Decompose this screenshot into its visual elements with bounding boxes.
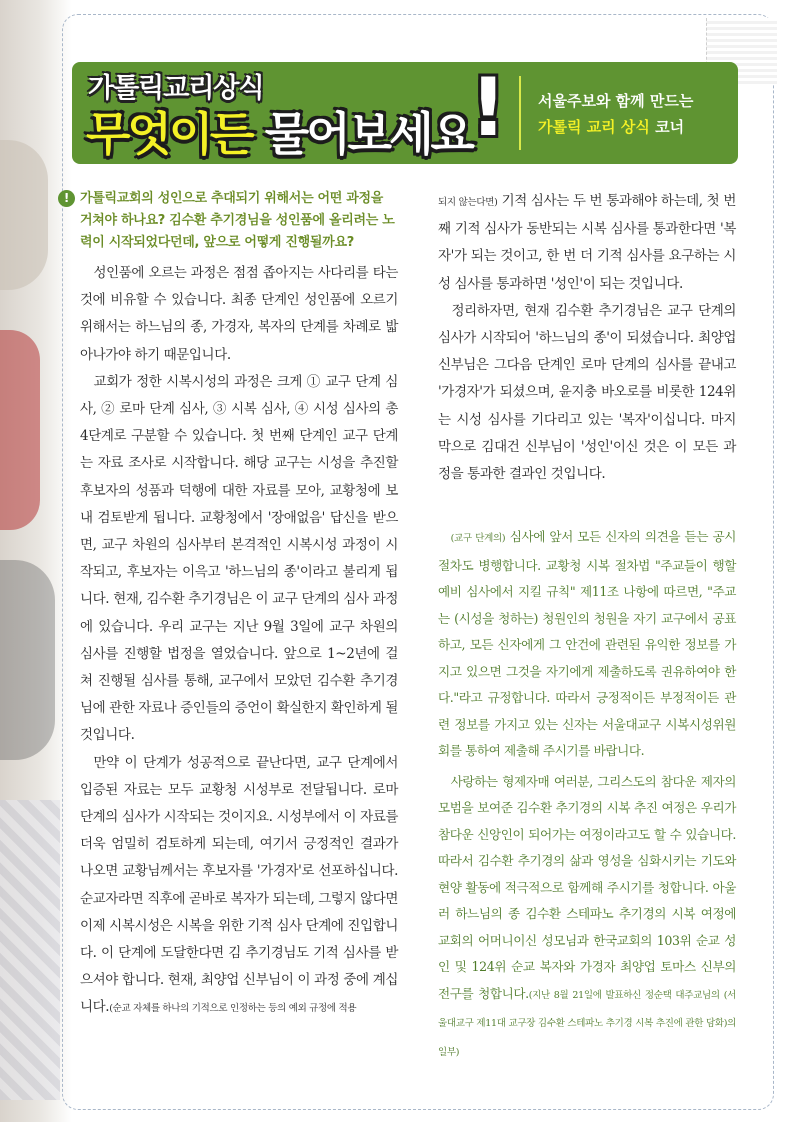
exclamation-mark: ! bbox=[470, 62, 507, 154]
question-block bbox=[63, 188, 398, 254]
banner-title-highlight: 무엇이든 bbox=[86, 107, 252, 161]
banner-divider bbox=[519, 76, 521, 150]
right-column bbox=[438, 188, 736, 1066]
footnote-continued: 되지 않는다면) bbox=[438, 197, 498, 208]
photo-shape bbox=[0, 800, 60, 1100]
question-text: 가톨릭교회의 성인으로 추대되기 위해서는 어떤 과정을 거쳐야 하나요? 김수환 추기경님을 성인품에 올리려는 노력이 시작되었다던데, 앞으로 어떻게 진행될까요? bbox=[80, 191, 395, 250]
paragraph-text: 만약 이 단계가 성공적으로 끝난다면, 교구 단계에서 입증된 자료는 모두 교황청 시성부로 전달됩니다. 로마 단계의 심사가 시작되는 것이지요. 시성부에서 이 자료를 더욱 엄밀히 검토하게 되는데, 여기서 긍정적인 결과가 나오면 교황님께서는 후보자를 '가경자'로 선포하십니다. 순교자라면 직후에 곧바로 복자가 되는데, 그렇지 않다면 이제 시복시성은 시복을 위한 기적 심사 단계에 진입합니다. 이 단계에 도달한다면 김 추기경님도 기적 심사를 받으셔야 합니다. 현재, 최양업 신부님이 이 과정 중에 계십니다. bbox=[80, 754, 398, 1016]
banner-title-rest: 물어보세요 bbox=[264, 107, 472, 161]
banner-right-highlight: 가톨릭 교리 상식 bbox=[538, 118, 650, 136]
left-column bbox=[63, 188, 398, 1023]
announcement-block bbox=[438, 524, 736, 1066]
paragraph-text: 사랑하는 형제자매 여러분, 그리스도의 참다운 제자의 모범을 보여준 김수환 추기경의 시복 추진 여정은 우리가 참다운 신앙인이 되어가는 여정이라고도 할 수 있습니다. 따라서 김수환 추기경의 삶과 영성을 심화시키는 기도와 현양 활동에 적극적으로 함께해 주시기를 청합니다. 아울러 하느님의 종 김수환 스테파노 추기경의 시복 여정에 교회의 어머니이신 성모님과 한국교회의 103위 순교 성인 및 124위 순교 복자와 가경자 최양업 토마스 신부의 전구를 청합니다. bbox=[438, 773, 736, 1001]
paragraph-text: 심사에 앞서 모든 신자의 의견을 듣는 공시 절차도 병행합니다. 교황청 시복 절차법 "주교들이 행할 예비 심사에서 지킬 규칙" 제11조 나항에 따르면, "주교는 (시성을 청하는) 청원인의 청원을 자기 교구에서 공표하고, 모든 신자에게 그 안건에 관련된 유익한 정보를 가지고 있으면 그것을 자기에게 제출하도록 권유하여야 한다."라고 규정합니다. 따라서 긍정적이든 부정적이든 관련 정보를 가지고 있는 신자는 서울대교구 시복시성위원회를 통하여 제출해 주시기를 바랍니다. bbox=[438, 529, 736, 759]
banner-title bbox=[86, 98, 472, 164]
photo-shape bbox=[0, 140, 48, 290]
announcement-prefix: (교구 단계의) bbox=[450, 533, 506, 545]
paragraph-text: 기적 심사는 두 번 통과해야 하는데, 첫 번째 기적 심사가 동반되는 시복 심사를 통과한다면 '복자'가 되는 것이고, 한 번 더 기적 심사를 요구하는 시성 심사를 통과하면 '성인'이 되는 것입니다. bbox=[438, 193, 737, 292]
body-paragraph: 정리하자면, 현재 김수환 추기경님은 교구 단계의 심사가 시작되어 '하느님의 종'이 되셨습니다. 최양업 신부님은 그다음 단계인 로마 단계의 심사를 끝내고 '가경자'가 되셨으며, 윤지충 바오로를 비롯한 124위는 시성 심사를 기다리고 있는 '복자'이십니다. 마지막으로 김대건 신부님이 '성인'이신 것은 이 모든 과정을 통과한 결과인 것입니다. bbox=[438, 302, 736, 483]
body-paragraph: 성인품에 오르는 과정은 점점 좁아지는 사다리를 타는 것에 비유할 수 있습니다. 최종 단계인 성인품에 오르기 위해서는 하느님의 종, 가경자, 복자의 단계를 차례로 밟아나가야 하기 때문입니다. bbox=[80, 265, 398, 363]
announcement-source: (지난 8월 21일에 발표하신 정순택 대주교님의 (서울대교구 제11대 교구장 김수환 스테파노 추기경 시복 추진에 관한 담화)의 일부) bbox=[438, 989, 736, 1058]
footnote: (순교 자체를 하나의 기적으로 인정하는 등의 예외 규정에 적용 bbox=[109, 1003, 357, 1015]
photo-shape bbox=[0, 560, 55, 760]
body-paragraph bbox=[80, 750, 398, 1023]
photo-shape bbox=[0, 330, 40, 530]
exclamation-circle-icon: ! bbox=[58, 190, 75, 207]
header-banner bbox=[72, 62, 738, 164]
banner-right-line2 bbox=[538, 116, 684, 137]
banner-right-line1: 서울주보와 함께 만드는 bbox=[538, 92, 694, 110]
announcement-paragraph bbox=[438, 524, 736, 765]
banner-subtitle: 가톨릭교리상식 bbox=[88, 73, 264, 104]
announcement-paragraph bbox=[438, 769, 736, 1067]
body-paragraph: 교회가 정한 시복시성의 과정은 크게 ① 교구 단계 심사, ② 로마 단계 심사, ③ 시복 심사, ④ 시성 심사의 총 4단계로 구분할 수 있습니다. 첫 번째 단계인 교구 단계는 자료 조사로 시작합니다. 해당 교구는 시성을 추진할 후보자의 성품과 덕행에 대한 자료를 모아, 교황청에 보내 검토받게 됩니다. 교황청에서 '장애없음' 답신을 받으면, 교구 차원의 심사부터 본격적인 시복시성 과정이 시작되고, 후보자는 이윽고 '하느님의 종'이라고 불리게 됩니다. 현재, 김수환 추기경님은 이 교구 단계의 심사 과정에 있습니다. 우리 교구는 지난 9월 3일에 교구 차원의 심사를 진행할 법정을 열었습니다. 앞으로 1~2년에 걸쳐 진행될 심사를 통해, 교구에서 모았던 김수환 추기경님에 관한 자료나 증인들의 증언이 확실한지 확인하게 될 것입니다. bbox=[80, 373, 398, 744]
banner-right-rest: 코너 bbox=[655, 118, 685, 136]
body-paragraph bbox=[438, 188, 736, 298]
